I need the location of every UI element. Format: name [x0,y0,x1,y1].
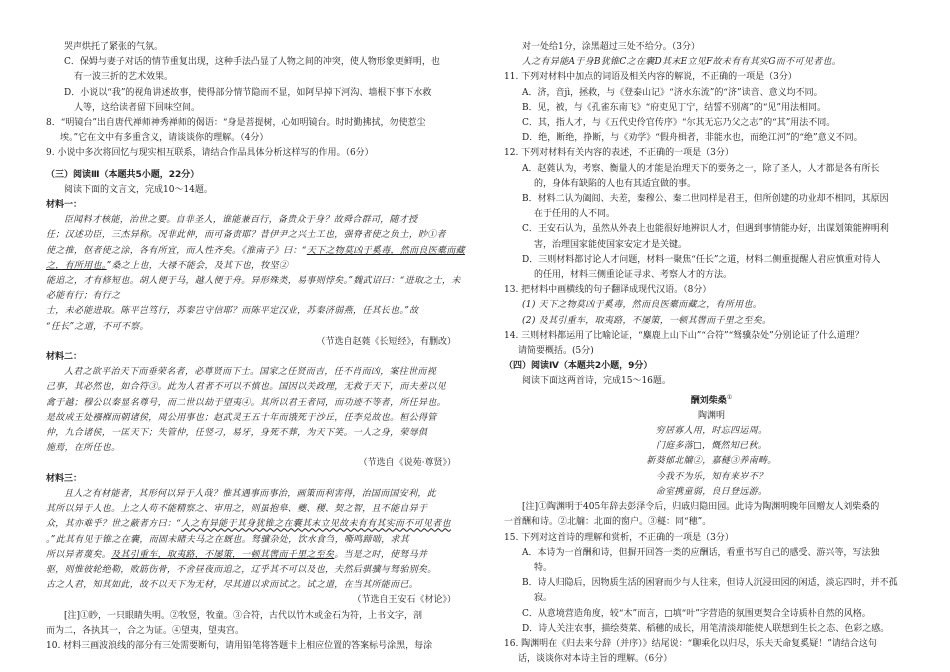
option-d: D．三则材料都讨论人才问题，材料一聚焦“任长”之道，材料二侧重提醒人君应慎重对待人 [522,254,881,265]
option-a: A．本诗为一首酬和诗，但摒开回答一类的应酬话，看重书写自己的感受、游兴等，写法独 [522,547,880,558]
question-9: 9. 小说中多次将回忆与现实相互联系，请结合作品具体分析这样写的作用。（6分） [46,148,374,159]
text-line: 人等，这给读者留下回味空间。 [74,102,201,113]
text-line: 驱，则惟彼轮绝勒，败筋伤骨，不舍昼夜而追之，辽乎其不可以及也，夫然后骐骥与驽骀别矣。 [46,564,437,575]
right-column [504,40,919,667]
text-line: 对一处给1分，涂黑超过三处不给分。（3分） [522,42,700,52]
text-line: 人君之欲平治天下而垂荣名者，必尊贤而下士。国家之任贤而吉，任不肖而凶，案往世而视 [64,367,437,378]
text-line: 有一波三折的艺术效果。 [74,72,174,83]
poem-line: 新葵郁北牖②，嘉穟③养南畴。 [646,456,777,467]
text-line: 使之推，伛者使之涂，各有所宜，而人性齐矣。《淮南子》曰：“天下之物莫凶于奚毒，然而良医橐而藏之，有所用也。”桑之上也，大禄不能会，及其下也，牧坚② [46,245,465,271]
question-12: 12. 下列对材料有关内容的表述，不正确的一项是（3分） [504,148,734,159]
text-line: 且人之有材能者，其形何以异于人哉？惟其遇事而事治，画策而利害得，治国而国安利，此 [64,488,437,499]
option-b: B．见，被，与《孔雀东南飞》“府吏见丁宁，结誓不别离”的“见”用法相同。 [522,102,827,113]
text-line: 能追之，才有修短也。胡人便于马，越人便于舟。异形殊类，易事则悖矣。”魏武诏曰：“进取之士，未必能有行；有行之 [46,276,461,302]
text-line: 任；汉述功臣，三杰异称。况非此伸，而可备责耶？昔伊尹之兴土工也，强脊者使之负土，眇①者 [46,230,446,241]
question-13: 13. 把材料中画横线的句子翻译成现代汉语。（8分） [504,285,712,296]
text-line: 害，治理国家能使国家安定才是关键。 [534,239,688,250]
text-line: 在于任用的人不同。 [534,209,616,220]
annotation: [注]①陶渊明于405年辞去彭泽令后，归戚归隐田园。此诗为陶渊明晚年回赠友人刘柴桑的 [522,502,880,513]
text-line: 其所以异于人也。上之人苟不能精察之、审用之，则虽抱皋、夔、稷、契之智，且不能自异于 [46,504,428,515]
material-3-label: 材料三： [46,473,83,484]
source-citation: （节选自赵蕤《长短经》，有删改） [316,336,456,347]
question-14: 14. 三则材料都运用了比喻论证，“麋鹿上山下山”“合符”“驽骥杂处”分别论证了什么道理？ [504,330,864,341]
option-b: B．诗人归隐后，因物质生活的困窘而少与人往来，但诗人沉浸田园的闲适，淡忘四时，并不孤 [522,578,898,589]
text-line: 众，其亦难乎？世之蔽者方曰：“人之有异能于其身犹锥之在囊其末立见故未有有其实而不可见者也 [46,519,451,530]
text-line: 的，身体有缺陷的人也有其适宜做的事。 [534,178,697,189]
option-c: C．从意境营造角度，较“木”而言，□填“叶”字营造的氛围更契合全诗质朴自然的风格。 [522,608,871,619]
option-c: C．其，指人才，与《五代史伶官传序》“尔其无忘乃父之志”的“其”用法不同。 [522,118,836,129]
text-line: 仲，九合诸侯，一匡天下；失管仲，任竖刁，易牙，身死不葬，为天下笑。一人之身，荣辱俱 [46,428,428,439]
text-line: 寂。 [534,593,553,604]
poem-title: 酬刘柴桑① [690,393,733,406]
underlined-sentence: 及其引重车，取夷路，不屡策，一顿其辔而千里之至矣 [111,549,335,560]
question-10: 10. 材料三画波浪线的部分有三处需要断句，请用铅笔将答题卡上相应位置的答案标号涂黑，每涂 [46,640,433,651]
option-d: D．小说以“我”的视角讲述故事，使得部分情节隐而不显，如阿早掉下河沟、墙根下事下水救 [64,87,432,98]
underlined-sentence: 天下之物莫凶于奚毒，然而良医橐而藏之，有所用也。 [46,245,465,271]
annotation: 一首酬和诗。②北牖：北面的窗户。③穟：同“穗”。 [504,517,712,528]
annotation: 而为二，各执其一，合之为证。④望夷，望夷宫。 [46,625,245,636]
question-8: 8．“明镜台”出自唐代禅师神秀禅师的偈语：“身是菩提树，心如明镜台。时时勤拂拭，勿使惹尘 [46,118,426,129]
annotation: [注]①眇，一只眼睛失明。②牧竖，牧童。③合符，古代以竹木或金石为符，上书文字，剖 [64,610,423,621]
sentence-with-markers: 人之有异能A于身B犹锥C之在囊D其末E立见F故未有有其实G而不可见者也。 [522,57,842,68]
text-line: 是故成王处襁褓而朝诸侯，周公用事也；赵武灵王五十年而饿死于沙丘，任李兑故也。桓公得管 [46,412,437,423]
option-a: A．赵蕤认为，考察、衡量人的才能是治理天下的要务之一，除了圣人，人才都是各有所长 [522,163,880,174]
translation-item: (1) 天下之物莫凶于奚毒，然而良医橐而藏之，有所用也。 [522,300,763,311]
section-heading: （四）阅读Ⅳ（本题共2小题，9分） [504,361,653,372]
text-line: 施焉，在所任也。 [46,443,121,454]
text-line: 所以异者蔑矣。及其引重车，取夷路，不屡策，一顿其辔而千里之至矣。当是之时，使驽马并 [46,549,428,560]
text-line: 己事，其必然也，如合符③。此为人君者不可以不慎也。国因以关政理，无救于天下，而夫差以见 [46,382,446,393]
text-line: 士，未必能进取。陈平岂笃行，苏秦岂守信耶？而陈平定汉业，苏秦济弱燕，任其长也。”故 [46,306,419,317]
option-b: B．材料二认为阖闾、夫差，秦穆公、秦二世同样是君王，但所创建的功业却不相同，其原因 [522,194,889,205]
option-d: D．绝，断绝，挣断，与《劝学》“假舟楫者，非能水也，而绝江河”的“绝”意义不同。 [522,133,863,144]
text-line: 的任用，材料三侧重论证寻求、考察人才的方法。 [534,270,733,281]
text-line: 话，谈谈你对本诗主旨的理解。（6分） [518,654,673,665]
section-heading: （三）阅读Ⅲ（本题共5小题，22分） [46,169,200,180]
option-d: D．诗人关注农事，描绘葵菜、稻穗的成长，用笔清淡却能使人联想到生长之态、色彩之感。 [522,623,890,634]
text-line: 埃。”它在文中有多重含义，请谈谈你的理解。（4分） [60,133,269,144]
option-a: A．济，音jì，拯救，与《登泰山记》“济水东流”的“济”读音、意义均不同。 [522,87,823,98]
left-column [46,40,466,654]
question-11: 11. 下列对材料中加点的词语及相关内容的解说，不正确的一项是（3分） [504,72,797,83]
poem-line: 门庭多落□，慨然知已秋。 [655,441,768,452]
text-line: 古之人君，知其如此，故不以天下为无材，尽其道以求而试之。试之道，在当其所能而已。 [46,580,419,591]
material-2-label: 材料二： [46,352,83,363]
poem-line: 命室携童弱，良日登远游。 [655,486,768,497]
section-intro: 阅读下面的文言文，完成10～14题。 [64,184,213,195]
text-line: 请简要概括。(5分) [518,346,594,357]
poem-author: 陶渊明 [697,410,725,421]
text-line: 特。 [534,562,553,573]
question-15: 15. 下列对这首诗的理解和赏析，不正确的一项是（3分） [504,532,734,543]
source-citation: （节选自王安石《材论》） [352,595,456,606]
text-line: 臣闻料才核能，治世之要。自非圣人，谁能兼百行，备贵众于身？故舜合群司，随才授 [64,215,418,226]
text-line: 禽于越；穆公以秦显名尊号，而二世以劫于望夷④。其所以君王者同，而功迹不等者，所任异也。 [46,397,446,408]
section-intro: 阅读下面这两首诗，完成15～16题。 [522,376,671,387]
translation-item: (2) 及其引重车，取夷路，不屡策，一顿其辔而千里之至矣。 [522,315,772,326]
option-c: C．保姆与妻子对话的情节重复出现，这种手法凸显了人物之间的冲突，使人物形象更鲜明，也 [64,57,440,68]
wavy-underlined-sentence: 人之有异能于其身犹锥之在囊其末立见故未有有其实而不可见者也 [181,519,451,530]
question-16: 16. 陶渊明在《归去来兮辞（并序）》结尾说：“聊乘化以归尽，乐夫天命复奚疑！”请结合这句 [504,638,877,649]
material-1-label: 材料一： [46,200,83,211]
option-c: C．王安石认为，虽然从外表上也能很好地辨识人才，但遇到事情能办好，出谋划策能辨明利 [522,224,889,235]
text-line: 哭声烘托了紧张的气氛。 [64,42,164,52]
poem-line: 今我不为乐，知有来岁不？ [655,471,768,482]
text-line: 。”此其有见于锥之在囊，而固未睹夫马之在厩也。驽骥杂处，饮水食刍，嘶鸣蹄啮，求其 [46,534,410,545]
source-citation: （节选自《说苑·尊贤》） [358,458,456,469]
text-line: “任长”之道，不可不察。 [46,321,149,332]
poem-line: 穷居寡人用，时忘四运周。 [655,426,768,437]
